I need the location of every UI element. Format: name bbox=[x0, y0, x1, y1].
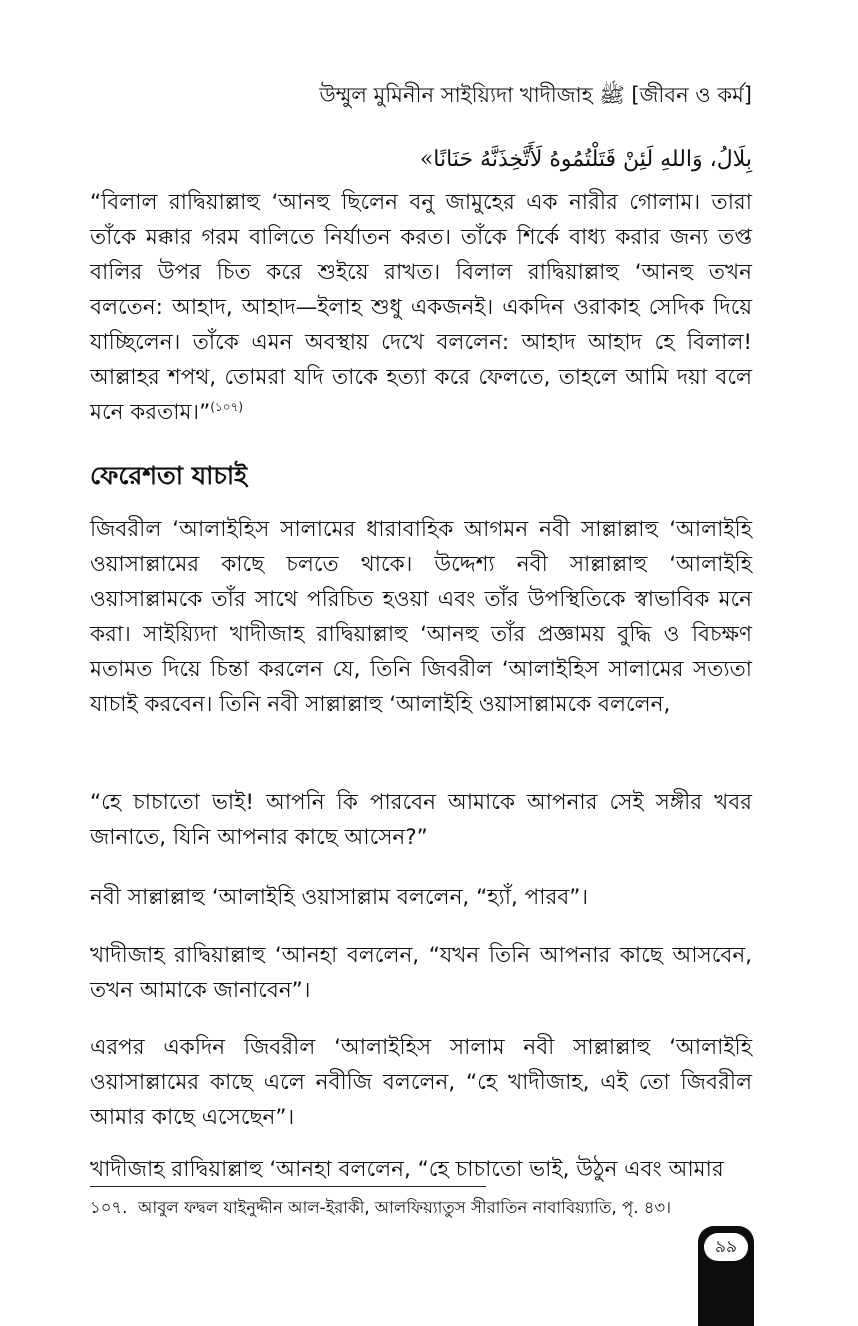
dialogue-text: এরপর একদিন জিবরীল ‘আলাইহিস সালাম নবী সাল্লাল্লাহু ‘আলাইহি ওয়াসাল্লামের কাছে এলে নবীজি বললেন, “হে খাদীজাহ, এই তো জিবরীল আমার কাছে এসেছেন”। bbox=[90, 1035, 752, 1130]
page-number-tab bbox=[698, 1226, 754, 1326]
quote-paragraph-text: “বিলাল রাদ্বিয়াল্লাহু ‘আনহু ছিলেন বনু জামুহের এক নারীর গোলাম। তারা তাঁকে মক্কার গরম বালিতে নির্যাতন করত। তাঁকে শির্কে বাধ্য করার জন্য তপ্ত বালির উপর চিত করে শুইয়ে রাখত। বিলাল রাদ্বিয়াল্লাহু ‘আনহু তখন বলতেন: আহাদ, আহাদ—ইলাহ শুধু একজনই। একদিন ওরাকাহ সেদিক দিয়ে যাচ্ছিলেন। তাঁকে এমন অবস্থায় দেখে বললেন: আহাদ আহাদ হে বিলাল! আল্লাহর শপথ, তোমরা যদি তাকে হত্যা করে ফেলতে, তাহলে আমি দয়া বলে মনে করতাম।” bbox=[90, 190, 752, 425]
dialogue-paragraph bbox=[90, 785, 752, 855]
footnote-number: ১০৭. bbox=[90, 1198, 128, 1217]
footnote bbox=[90, 1194, 755, 1222]
dialogue-text: “হে চাচাতো ভাই! আপনি কি পারবেন আমাকে আপনার সেই সঙ্গীর খবর জানাতে, যিনি আপনার কাছে আসেন?” bbox=[90, 790, 752, 850]
dialogue-text: নবী সাল্লাল্লাহু ‘আলাইহি ওয়াসাল্লাম বললেন, “হ্যাঁ, পারব”। bbox=[90, 885, 589, 910]
dialogue-paragraph bbox=[90, 938, 752, 1008]
dialogue-paragraph bbox=[90, 880, 752, 915]
page-number: ৯৯ bbox=[704, 1233, 748, 1261]
dialogue-paragraph bbox=[90, 1152, 752, 1187]
quote-paragraph bbox=[90, 185, 752, 430]
running-header: উম্মুল মুমিনীন সাইয়্যিদা খাদীজাহ ﷺ [জীবন ও কর্ম] bbox=[319, 83, 752, 107]
arabic-quote: بِلَالُ، وَاللهِ لَئِنْ قَتَلْتُمُوهُ لَأَتَّخِذَنَّهُ حَنَانًا» bbox=[419, 147, 752, 172]
footnote-divider bbox=[90, 1186, 486, 1187]
section-heading: ফেরেশতা যাচাই bbox=[90, 461, 248, 490]
dialogue-text: খাদীজাহ রাদ্বিয়াল্লাহু ‘আনহা বললেন, “যখন তিনি আপনার কাছে আসবেন, তখন আমাকে জানাবেন”। bbox=[90, 943, 752, 1003]
body-paragraph-text: জিবরীল ‘আলাইহিস সালামের ধারাবাহিক আগমন নবী সাল্লাল্লাহু ‘আলাইহি ওয়াসাল্লামের কাছে চলতে থাকে। উদ্দেশ্য নবী সাল্লাল্লাহু ‘আলাইহি ওয়াসাল্লামকে তাঁর সাথে পরিচিত হওয়া এবং তাঁর উপস্থিতিকে স্বাভাবিক মনে করা। সাইয়্যিদা খাদীজাহ রাদ্বিয়াল্লাহু ‘আনহু তাঁর প্রজ্ঞাময় বুদ্ধি ও বিচক্ষণ মতামত দিয়ে চিন্তা করলেন যে, তিনি জিবরীল ‘আলাইহিস সালামের সত্যতা যাচাই করবেন। তিনি নবী সাল্লাল্লাহু ‘আলাইহি ওয়াসাল্লামকে বললেন, bbox=[90, 517, 752, 717]
body-paragraph bbox=[90, 512, 752, 722]
dialogue-paragraph bbox=[90, 1030, 752, 1135]
footnote-reference: (১০৭) bbox=[210, 399, 244, 414]
footnote-text: আবুল ফদ্বল যাইনুদ্দীন আল-ইরাকী, আলফিয়্যাতুস সীরাতিন নাবাবিয়্যাতি, পৃ. ৪৩। bbox=[138, 1198, 672, 1217]
dialogue-text: খাদীজাহ রাদ্বিয়াল্লাহু ‘আনহা বললেন, “হে চাচাতো ভাই, উঠুন এবং আমার bbox=[90, 1157, 724, 1182]
